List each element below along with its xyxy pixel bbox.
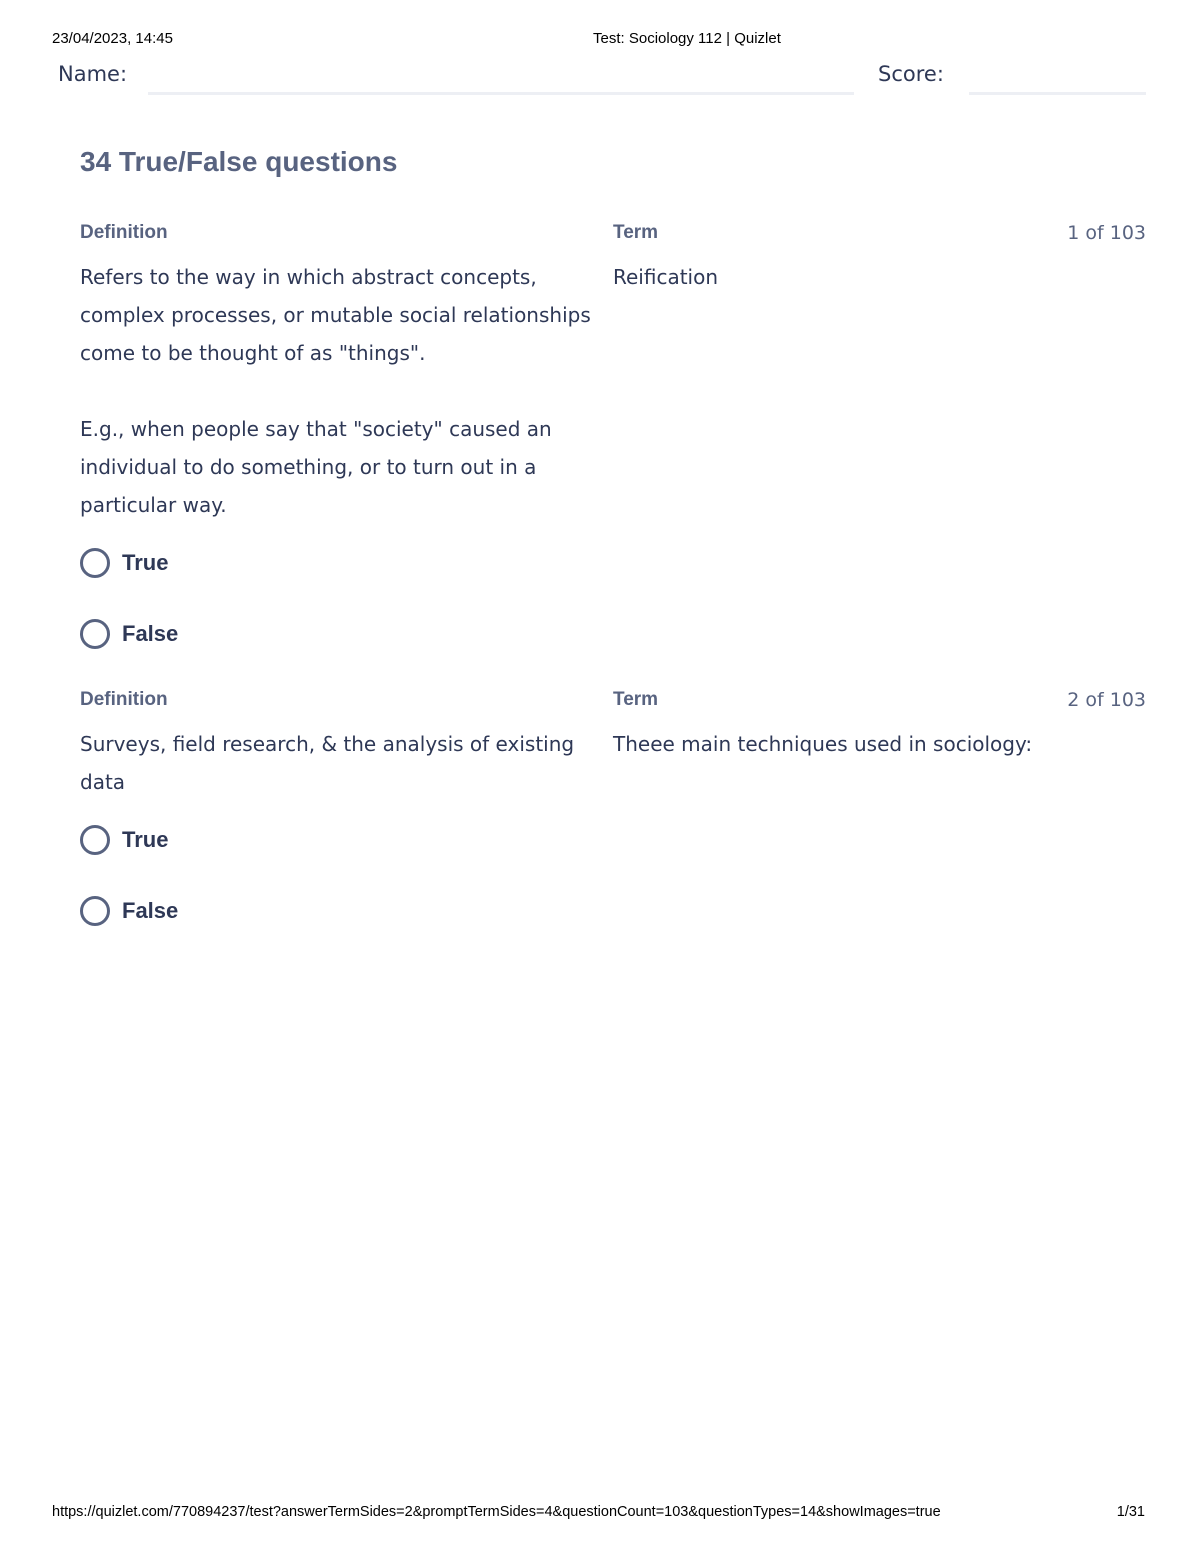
name-field[interactable] <box>148 92 854 95</box>
print-footer <box>52 1504 1145 1524</box>
print-page-title: Test: Sociology 112 | Quizlet <box>593 30 781 47</box>
score-field[interactable] <box>969 92 1146 95</box>
option-false[interactable] <box>80 615 178 653</box>
section-title: 34 True/False questions <box>80 146 398 177</box>
term-text: Reification <box>613 265 719 289</box>
print-header <box>52 30 1145 50</box>
definition-text: Refers to the way in which abstract concepts, complex processes, or mutable social relationships come to be thought of as "things". E.g., when people say that "society" caused an individual to do something, or to turn out in a particular way. <box>80 265 591 517</box>
term-text: Theee main techniques used in sociology: <box>613 732 1033 756</box>
option-true[interactable] <box>80 544 168 582</box>
radio-circle-icon[interactable] <box>80 619 110 649</box>
name-label: Name: <box>58 62 128 86</box>
radio-circle-icon[interactable] <box>80 548 110 578</box>
page-number: 1/31 <box>1116 1504 1145 1520</box>
question-counter: 2 of 103 <box>1067 689 1146 711</box>
definition-text: Surveys, field research, & the analysis of existing data <box>80 732 575 794</box>
term-label: Term <box>613 222 659 243</box>
term-label: Term <box>613 689 659 710</box>
score-label: Score: <box>878 62 944 86</box>
option-label: True <box>122 550 169 575</box>
radio-circle-icon[interactable] <box>80 825 110 855</box>
radio-circle-icon[interactable] <box>80 896 110 926</box>
option-label: True <box>122 827 169 852</box>
definition-label: Definition <box>80 689 168 710</box>
print-datetime: 23/04/2023, 14:45 <box>52 30 173 47</box>
question-counter: 1 of 103 <box>1067 222 1146 244</box>
option-label: False <box>122 621 179 646</box>
option-label: False <box>122 898 179 923</box>
name-score-row <box>58 62 1146 98</box>
option-false[interactable] <box>80 892 178 930</box>
definition-label: Definition <box>80 222 168 243</box>
print-url: https://quizlet.com/770894237/test?answerTermSides=2&promptTermSides=4&questionCount=103&questionTypes=14&showImages=true <box>52 1504 941 1520</box>
option-true[interactable] <box>80 821 168 859</box>
